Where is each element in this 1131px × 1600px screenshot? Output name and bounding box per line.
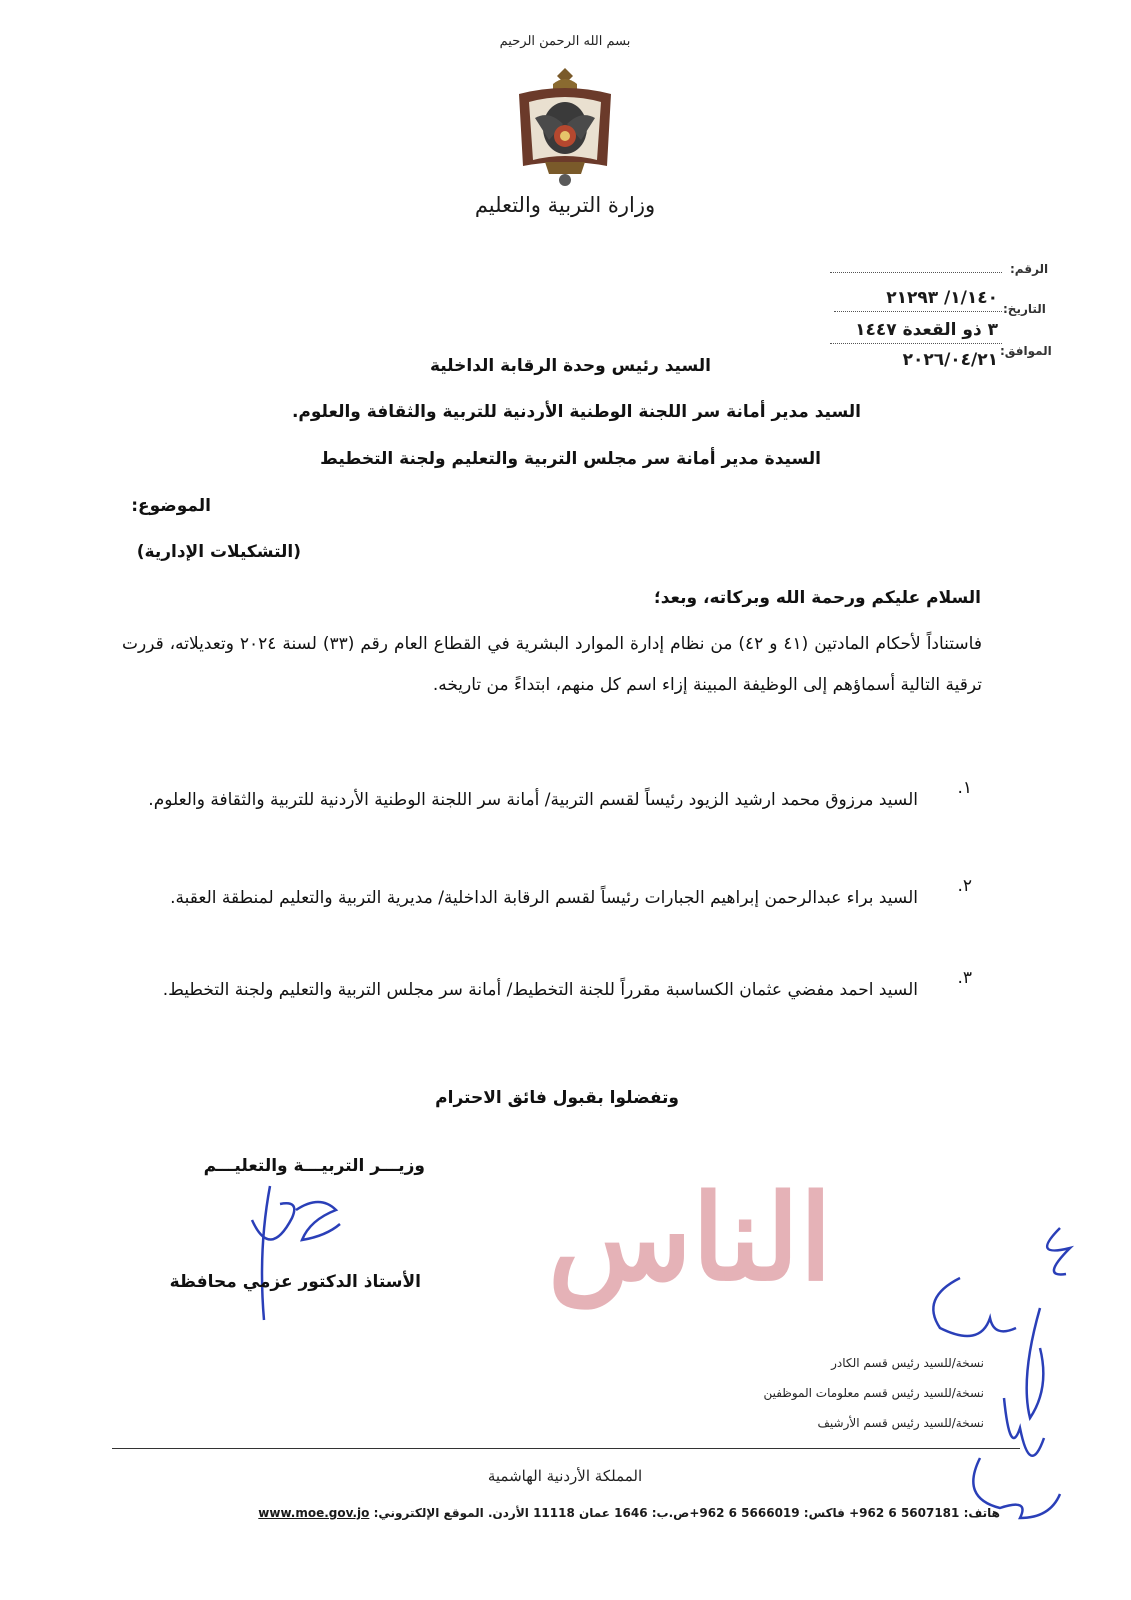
closing-line: وتفضلوا بقبول فائق الاحترام (435, 1088, 679, 1108)
date-value: ١/١٤٠/ ٢١٢٩٣ (886, 288, 998, 308)
footer-website-link[interactable]: www.moe.gov.jo (258, 1506, 370, 1520)
number-label: الرقم: (1010, 262, 1049, 276)
footer-contact-text: هاتف: 5607181 6 962+ فاكس: 5666019 6 962+ص.ب: 1646 عمان 11118 الأردن. الموقع الإلكتروني: (369, 1506, 1000, 1520)
copy-recipient-1: نسخة/للسيد رئيس قسم الكادر (831, 1356, 984, 1370)
watermark-logo: الناس (547, 1168, 833, 1307)
addressee-2: السيد مدير أمانة سر اللجنة الوطنية الأردنية للتربية والثقافة والعلوم. (291, 402, 861, 422)
footer-contact (120, 1506, 1000, 1520)
minister-signature-icon (240, 1180, 350, 1330)
addressee-3: السيدة مدير أمانة سر مجلس التربية والتعليم ولجنة التخطيط (320, 449, 821, 469)
greeting: السلام عليكم ورحمة الله وبركاته، وبعد؛ (653, 588, 981, 608)
minister-name: الأستاذ الدكتور عزمي محافظة (169, 1272, 421, 1292)
list-number-3: ٣. (957, 968, 972, 988)
list-number-2: ٢. (957, 876, 972, 896)
date-underline (834, 311, 1002, 312)
date-label: التاريخ: (1003, 302, 1046, 316)
body-paragraph: فاستناداً لأحكام المادتين (٤١ و ٤٢) من نظام إدارة الموارد البشرية في القطاع العام رقم (٣٣) لسنة ٢٠٢٤ وتعديلاته، قررت ترقية التالية أسماؤهم إلى الوظيفة المبينة إزاء اسم كل منهم، ابتداءً من تاريخه. (122, 634, 982, 695)
list-item-2: السيد براء عبدالرحمن إبراهيم الجبارات رئيساً لقسم الرقابة الداخلية/ مديرية التربية والتعليم لمنطقة العقبة. (170, 888, 918, 908)
minister-title: وزيـــر التربيـــة والتعليـــم (203, 1156, 425, 1176)
subject-label: الموضوع: (131, 496, 211, 516)
basmala: بسم الله الرحمن الرحيم (499, 34, 631, 49)
hijri-date: ٣ ذو القعدة ١٤٤٧ (855, 320, 998, 340)
corresponding-label: الموافق: (1000, 344, 1052, 358)
gregorian-date: ٢٠٢٦/٠٤/٢١ (902, 350, 998, 370)
footer-kingdom: المملكة الأردنية الهاشمية (487, 1467, 643, 1485)
list-item-3: السيد احمد مفضي عثمان الكساسبة مقرراً للجنة التخطيط/ أمانة سر مجلس التربية والتعليم ولجنة التخطيط. (162, 980, 918, 1000)
list-number-1: ١. (957, 778, 972, 798)
list-item-1: السيد مرزوق محمد ارشيد الزيود رئيساً لقسم التربية/ أمانة سر اللجنة الوطنية الأردنية للتربية والثقافة والعلوم. (148, 790, 918, 810)
copy-recipient-3: نسخة/للسيد رئيس قسم الأرشيف (817, 1416, 984, 1430)
number-field (830, 272, 1002, 273)
copy-recipient-2: نسخة/للسيد رئيس قسم معلومات الموظفين (763, 1386, 984, 1400)
jordan-coat-of-arms-icon (505, 62, 625, 190)
footer-divider (112, 1448, 1020, 1449)
addressee-1: السيد رئيس وحدة الرقابة الداخلية (429, 356, 711, 376)
hijri-underline (830, 343, 1002, 344)
ministry-logo-text: وزارة التربية والتعليم (474, 193, 656, 217)
subject-value: (التشكيلات الإدارية) (136, 542, 301, 562)
